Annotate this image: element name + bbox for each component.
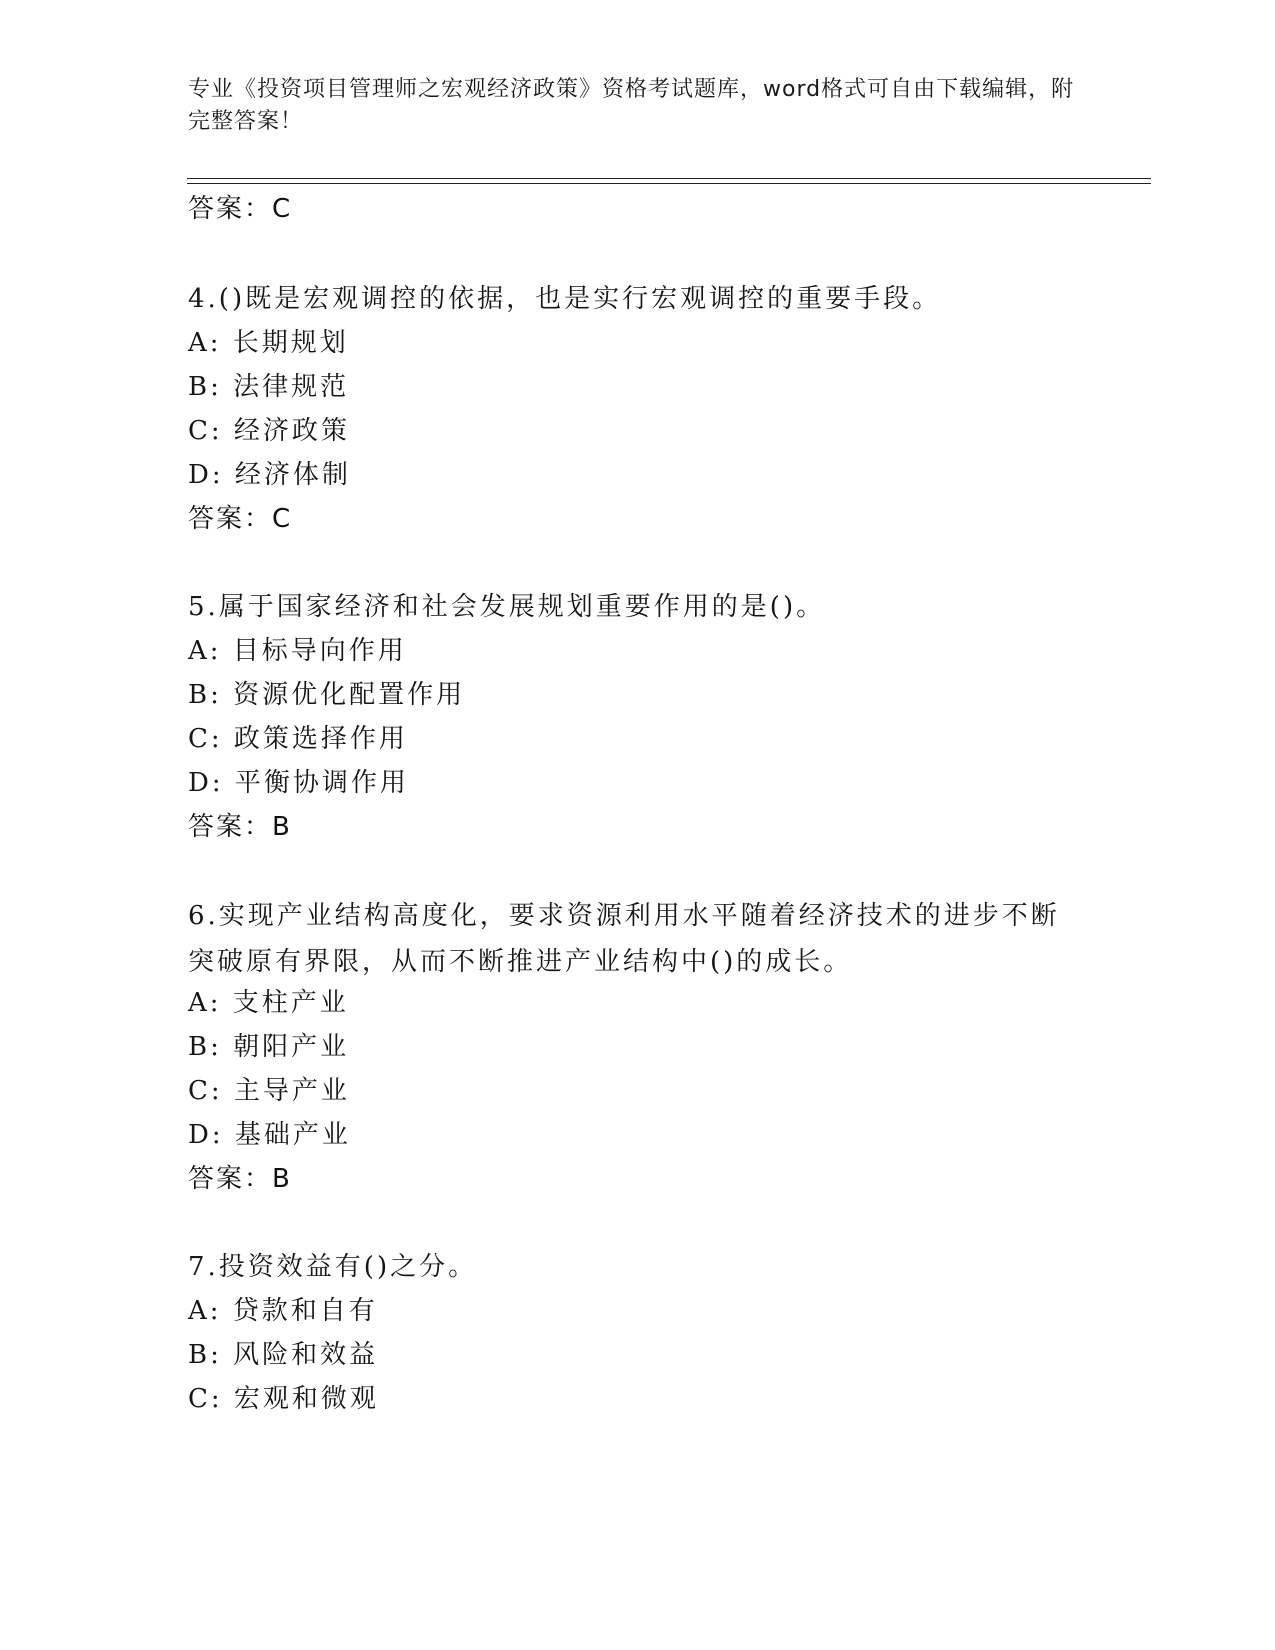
question-5-option-d: D: 平衡协调作用 bbox=[188, 768, 409, 798]
question-4-option-c: C: 经济政策 bbox=[188, 416, 350, 446]
question-5-option-c: C: 政策选择作用 bbox=[188, 724, 408, 754]
answer-q5: 答案：B bbox=[188, 812, 292, 842]
question-7-option-c: C: 宏观和微观 bbox=[188, 1384, 379, 1414]
question-6-option-b: B: 朝阳产业 bbox=[188, 1032, 350, 1062]
header-divider-top bbox=[187, 178, 1151, 179]
question-7-stem: 7.投资效益有()之分。 bbox=[188, 1252, 478, 1282]
header-divider-bottom bbox=[187, 183, 1151, 184]
document-header: 专业《投资项目管理师之宏观经济政策》资格考试题库，word格式可自由下载编辑，附完整答案！ bbox=[188, 77, 1075, 134]
question-6-option-d: D: 基础产业 bbox=[188, 1120, 351, 1150]
question-7-option-b: B: 风险和效益 bbox=[188, 1340, 379, 1370]
question-5-option-a: A: 目标导向作用 bbox=[188, 636, 407, 666]
question-4-option-b: B: 法律规范 bbox=[188, 372, 350, 402]
question-4-option-d: D: 经济体制 bbox=[188, 460, 351, 490]
question-4-option-a: A: 长期规划 bbox=[188, 328, 349, 358]
answer-q6: 答案：B bbox=[188, 1164, 292, 1194]
question-4-stem: 4.()既是宏观调控的依据，也是实行宏观调控的重要手段。 bbox=[188, 284, 942, 314]
question-7-option-a: A: 贷款和自有 bbox=[188, 1296, 378, 1326]
question-6-option-a: A: 支柱产业 bbox=[188, 988, 349, 1018]
question-6-option-c: C: 主导产业 bbox=[188, 1076, 350, 1106]
answer-q4: 答案：C bbox=[188, 504, 293, 534]
question-6-stem: 6.实现产业结构高度化，要求资源利用水平随着经济技术的进步不断突破原有界限，从而不断推进产业结构中()的成长。 bbox=[188, 901, 1060, 977]
question-5-option-b: B: 资源优化配置作用 bbox=[188, 680, 466, 710]
question-5-stem: 5.属于国家经济和社会发展规划重要作用的是()。 bbox=[188, 592, 826, 622]
answer-q3: 答案：C bbox=[188, 194, 293, 224]
